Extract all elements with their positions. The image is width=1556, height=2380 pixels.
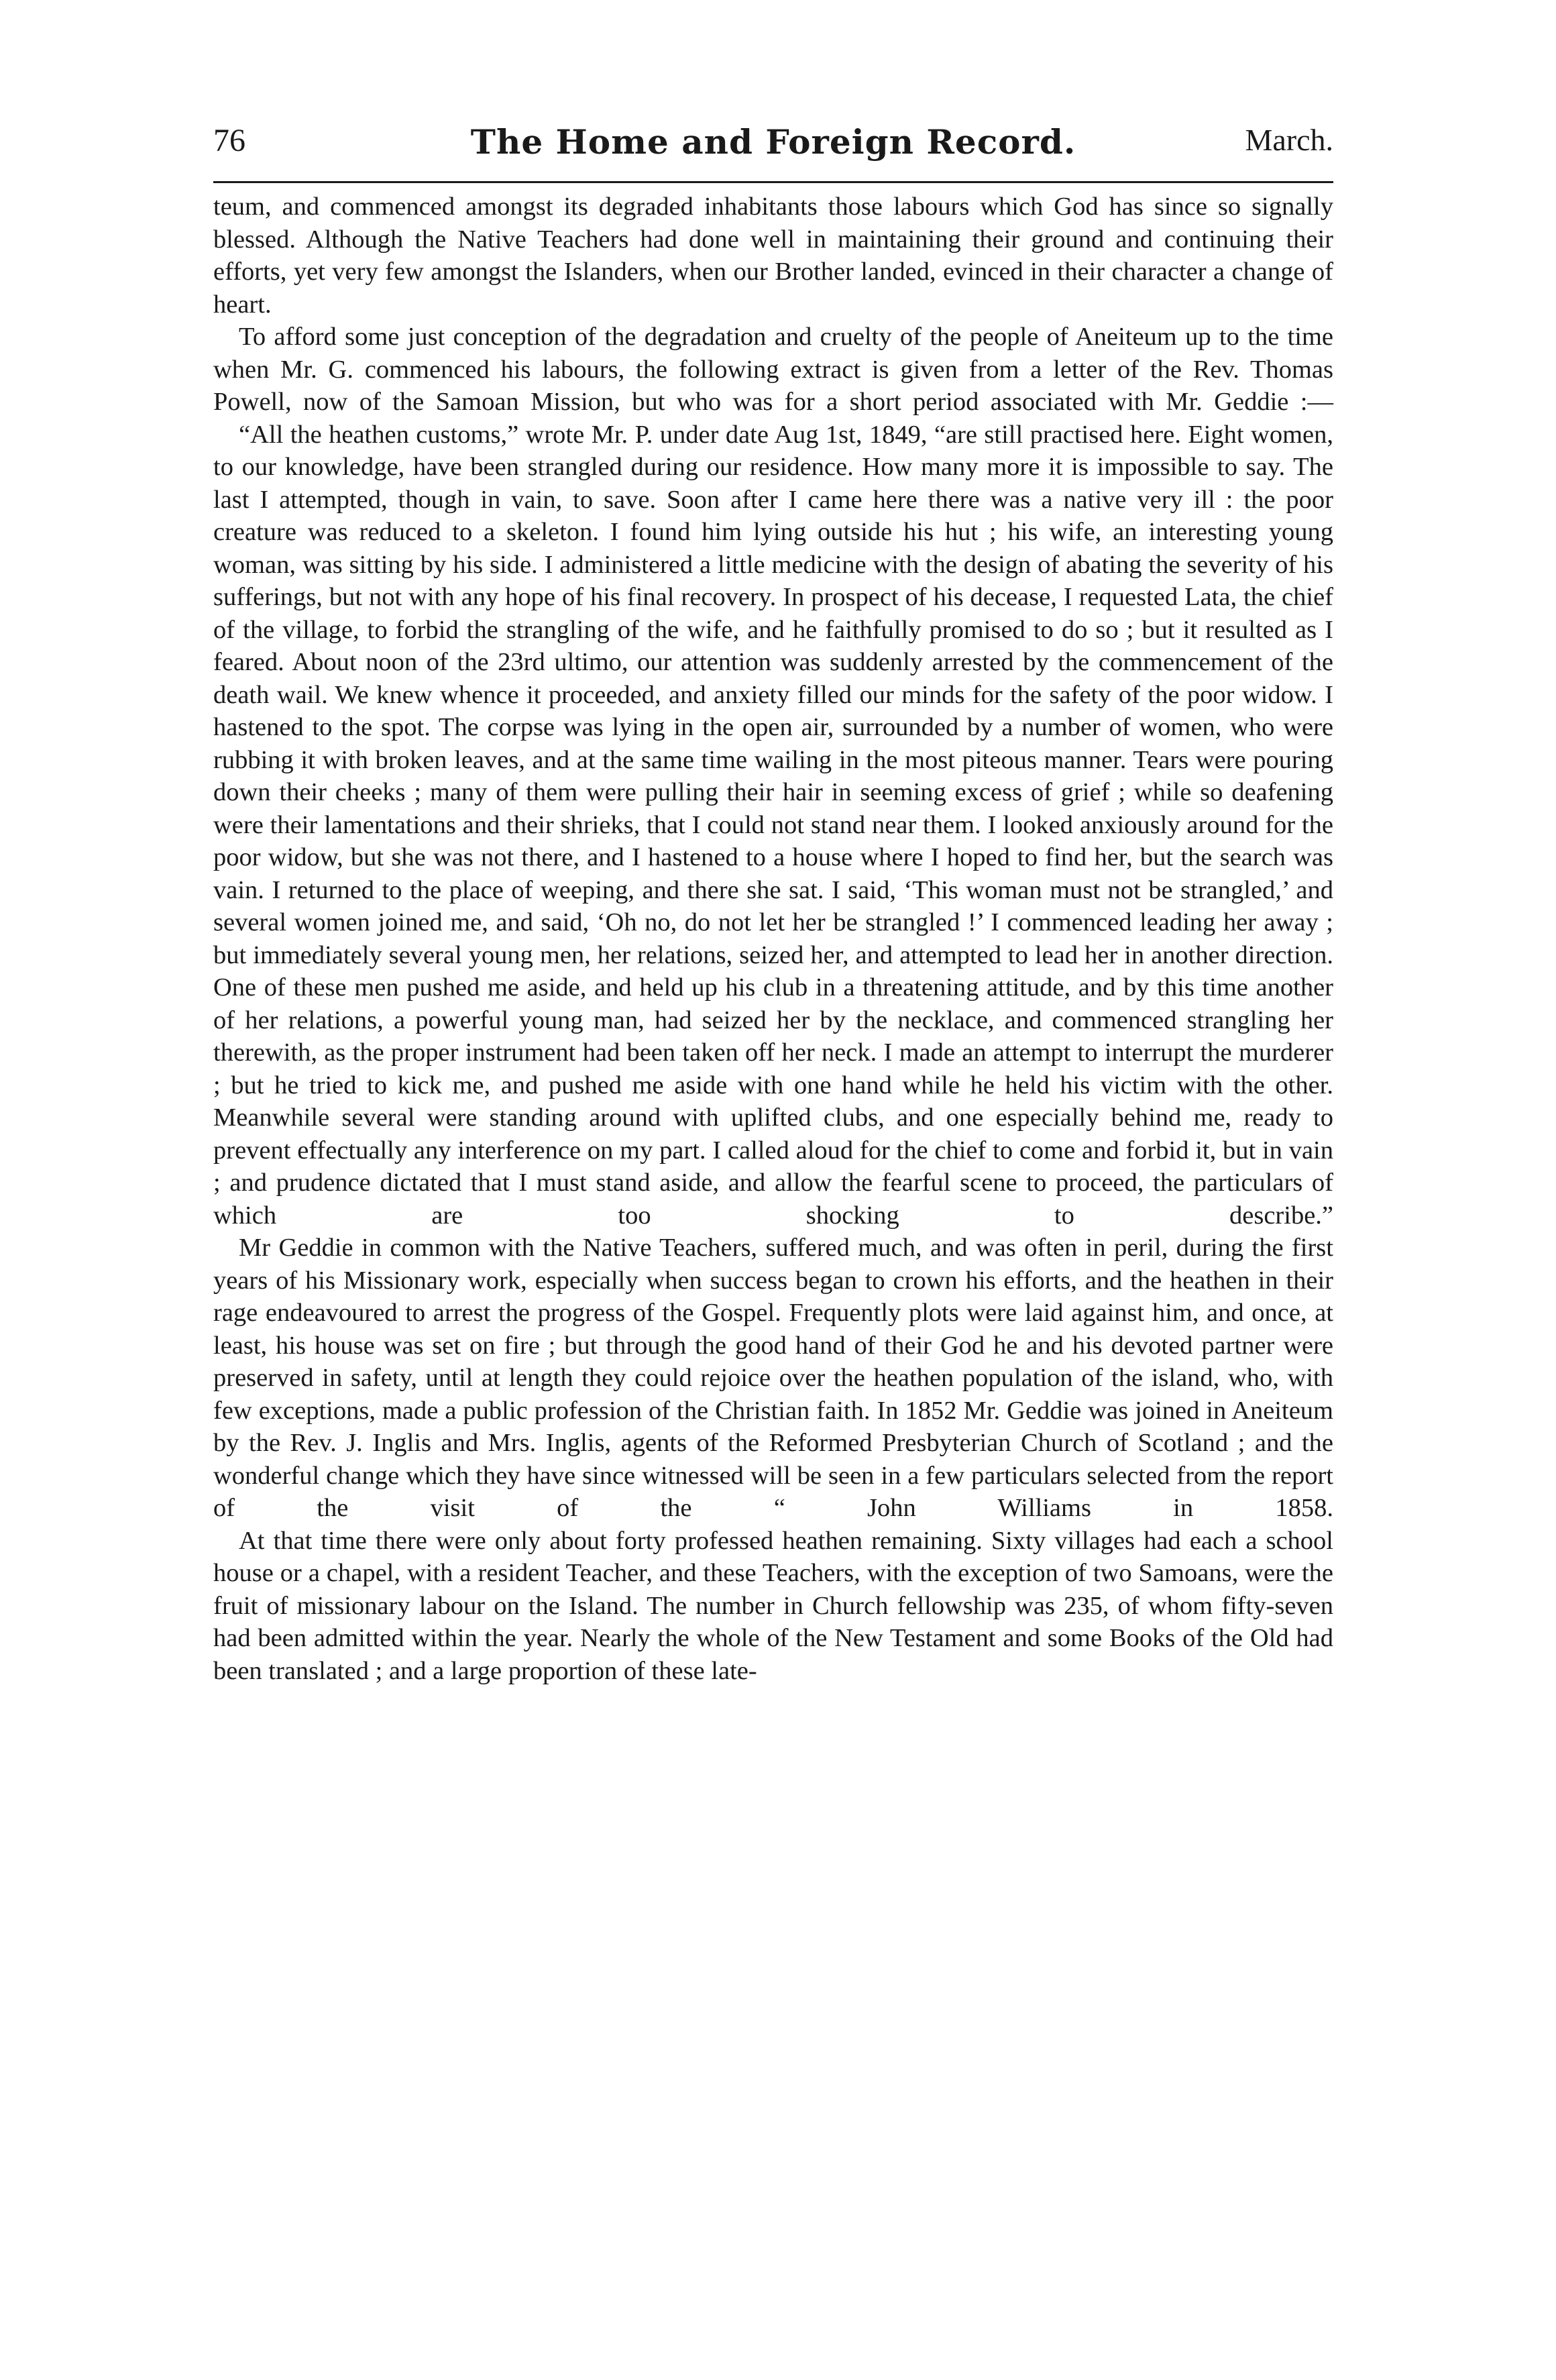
paragraph: Mr Geddie in common with the Native Teachers, suffered much, and was often in peril, during the first years of his Missionary work, especially when success began to crown his efforts, and the heathen in their rage endeavoured to arrest the progress of the Gospel. Frequently plots were laid against him, and once, at least, his house was set on fire ; but through the good hand of their God he and his devoted partner were preserved in safety, until at length they could rejoice over the heathen population of the island, who, with few exceptions, made a public profession of the Christian faith. In 1852 Mr. Geddie was joined in Aneiteum by the Rev. J. Inglis and Mrs. Inglis, agents of the Reformed Presbyterian Church of Scotland ; and the wonderful change which they have since witnessed will be seen in a few particulars selected from the report of the visit of the “ John Williams in 1858. <box>213 1234 1333 1522</box>
quoted-letter: “All the heathen customs,” wrote Mr. P. under date Aug 1st, 1849, “are still practised here. Eight women, to our knowledge, have been strangled during our residence. How many more it is impossible to say. The last I attempted, though in vain, to save. Soon after I came here there was a native very ill : the poor creature was reduced to a skeleton. I found him lying outside his hut ; his wife, an interesting young woman, was sitting by his side. I administered a little medicine with the design of abating the severity of his sufferings, but not with any hope of his final recovery. In prospect of his decease, I requested Lata, the chief of the village, to forbid the strangling of the wife, and he faithfully promised to do so ; but it resulted as I feared. About noon of the 23rd ultimo, our attention was suddenly arrested by the commencement of the death wail. We knew whence it proceeded, and anxiety filled our minds for the safety of the poor widow. I hastened to the spot. The corpse was lying in the open air, surrounded by a number of women, who were rubbing it with broken leaves, and at the same time wailing in the most piteous manner. Tears were pouring down their cheeks ; many of them were pulling their hair in seeming excess of grief ; while so deafening were their lamentations and their shrieks, that I could not stand near them. I looked anxiously around for the poor widow, but she was not there, and I hastened to a house where I hoped to find her, but the search was vain. I returned to the place of weeping, and there she sat. I said, ‘This woman must not be strangled,’ and several women joined me, and said, ‘Oh no, do not let her be strangled !’ I commenced leading her away ; but immediately several young men, her relations, seized her, and attempted to lead her in another direction. One of these men pushed me aside, and held up his club in a threatening attitude, and by this time another of her relations, a powerful young man, had seized her by the necklace, and commenced strangling her therewith, as the proper instrument had been taken off her neck. I made an attempt to interrupt the murderer ; but he tried to kick me, and pushed me aside with one hand while he held his victim with the other. Meanwhile several were standing around with uplifted clubs, and one especially behind me, ready to prevent effectually any interference on my part. I called aloud for the chief to come and forbid it, but in vain ; and prudence dictated that I must stand aside, and allow the fearful scene to proceed, the particulars of which are too shocking to describe.” <box>213 420 1333 1230</box>
page-number: 76 <box>213 123 245 158</box>
paragraph: At that time there were only about forty professed heathen remaining. Sixty villages had each a school house or a chapel, with a resident Teacher, and these Teachers, with the exception of two Samoans, were the fruit of missionary labour on the Island. The number in Church fellowship was 235, of whom fifty-seven had been admitted within the year. Nearly the whole of the New Testament and some Books of the Old had been translated ; and a large proportion of these late- <box>213 1526 1333 1685</box>
header-rule <box>213 181 1333 183</box>
paragraph: teum, and commenced amongst its degraded inhabitants those labours which God has since so signally blessed. Although the Native Teachers had done well in maintaining their ground and continuing their efforts, yet very few amongst the Islanders, when our Brother landed, evinced in their character a change of heart. <box>213 193 1333 319</box>
running-month: March. <box>1245 123 1333 157</box>
paragraph: To afford some just conception of the degradation and cruelty of the people of Aneiteum up to the time when Mr. G. commenced his labours, the following extract is given from a letter of the Rev. Thomas Powell, now of the Samoan Mission, but who was for a short period associated with Mr. Geddie :— <box>213 323 1333 416</box>
running-title: The Home and Foreign Record. <box>470 122 1076 162</box>
article-body <box>213 191 1333 1687</box>
running-header <box>213 122 1333 176</box>
